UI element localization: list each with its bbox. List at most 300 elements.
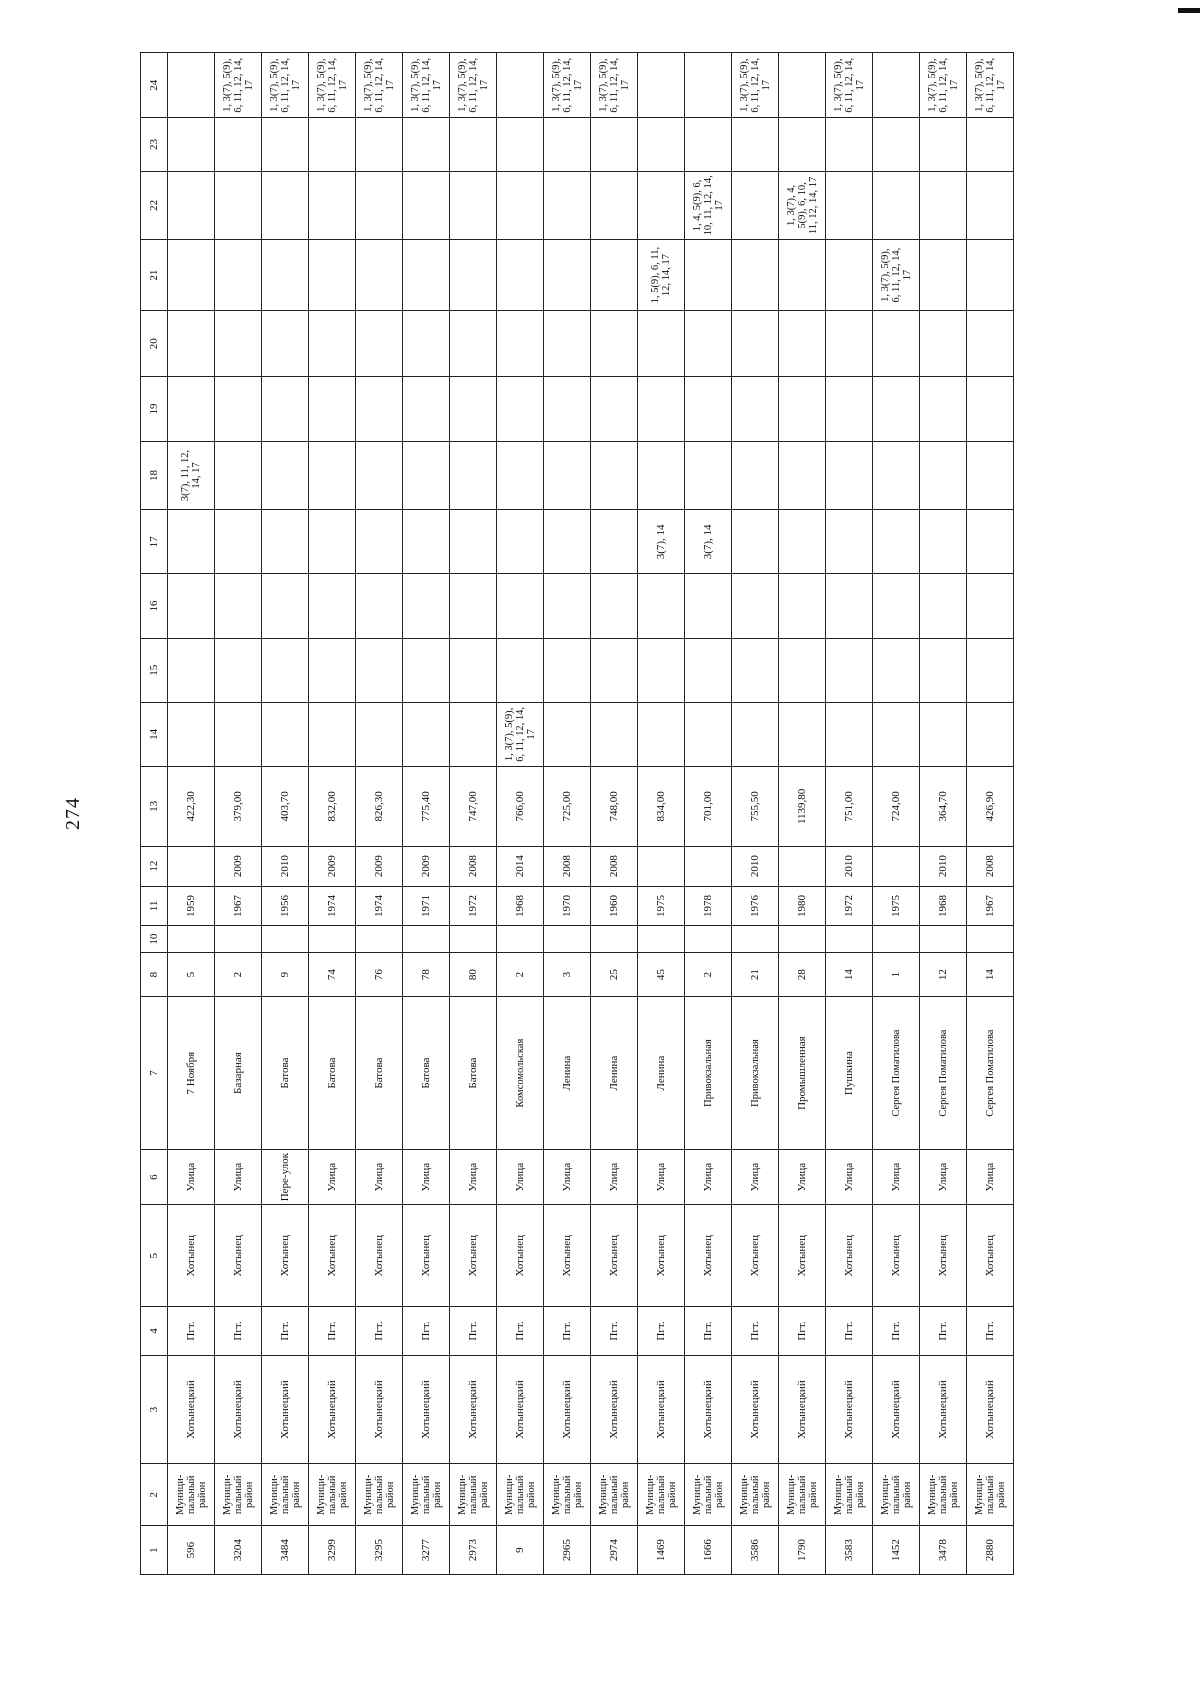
table-cell [215, 171, 262, 240]
table-cell: 1975 [638, 886, 685, 926]
table-cell [544, 510, 591, 574]
table-cell [732, 240, 779, 311]
table-cell: 2 [497, 952, 544, 996]
table-cell: 596 [168, 1526, 215, 1575]
table-cell [450, 702, 497, 766]
table-cell [591, 171, 638, 240]
table-cell [873, 702, 920, 766]
table-cell: Пгт. [967, 1307, 1014, 1356]
table-cell [497, 311, 544, 377]
table-cell [873, 846, 920, 886]
table-cell: Батова [309, 997, 356, 1150]
table-cell [497, 53, 544, 118]
table-cell: 2965 [544, 1526, 591, 1575]
table-cell: 724,00 [873, 767, 920, 847]
column-header: 8 [141, 952, 168, 996]
table-row [497, 53, 544, 1575]
table-cell [920, 510, 967, 574]
column-header: 13 [141, 767, 168, 847]
table-cell [920, 926, 967, 953]
table-cell [779, 311, 826, 377]
table-cell: 422,30 [168, 767, 215, 847]
table-cell: Пгт. [591, 1307, 638, 1356]
table-cell [967, 377, 1014, 441]
table-cell [450, 171, 497, 240]
table-cell [826, 377, 873, 441]
table-cell: Сергея Поматилова [873, 997, 920, 1150]
table-cell [215, 240, 262, 311]
table-cell: 2010 [732, 846, 779, 886]
table-cell: Хотынецкий [403, 1355, 450, 1463]
table-cell [873, 377, 920, 441]
table-row [544, 53, 591, 1575]
table-cell [779, 926, 826, 953]
table-cell [262, 311, 309, 377]
table-cell: 2 [215, 952, 262, 996]
table-cell [497, 118, 544, 171]
table-row [685, 53, 732, 1575]
page-number: 274 [62, 797, 84, 830]
table-cell [215, 702, 262, 766]
table-cell: 2880 [967, 1526, 1014, 1575]
table-cell [920, 574, 967, 638]
table-cell [215, 574, 262, 638]
table-cell: 28 [779, 952, 826, 996]
table-cell: Батова [403, 997, 450, 1150]
table-cell: Промышленная [779, 997, 826, 1150]
table-cell: 426,90 [967, 767, 1014, 847]
table-cell: Улица [638, 1149, 685, 1204]
table-cell [356, 510, 403, 574]
table-cell: 834,00 [638, 767, 685, 847]
table-cell [826, 574, 873, 638]
table-cell: Хотынецкий [262, 1355, 309, 1463]
table-cell: 45 [638, 952, 685, 996]
table-cell: 1, 3(7), 5(9), 6, 11, 12, 14, 17 [732, 53, 779, 118]
table-cell [544, 240, 591, 311]
table-row [168, 53, 215, 1575]
table-cell: Батова [356, 997, 403, 1150]
table-cell: 1, 3(7), 5(9), 6, 11, 12, 14, 17 [450, 53, 497, 118]
table-cell: Ленина [591, 997, 638, 1150]
table-cell: 3277 [403, 1526, 450, 1575]
column-header: 6 [141, 1149, 168, 1204]
table-cell [168, 171, 215, 240]
table-cell [309, 574, 356, 638]
table-cell [638, 702, 685, 766]
table-cell: 1, 3(7), 5(9), 6, 11, 12, 14, 17 [309, 53, 356, 118]
housing-register-table [140, 52, 1014, 1575]
table-cell: Муници-пальный район [638, 1464, 685, 1526]
table-cell: 3(7), 14 [685, 510, 732, 574]
table-cell [262, 574, 309, 638]
table-cell: Хотынецкий [450, 1355, 497, 1463]
table-cell [638, 377, 685, 441]
table-row [873, 53, 920, 1575]
table-cell: Хотынец [967, 1205, 1014, 1307]
table-cell [497, 240, 544, 311]
table-cell [779, 240, 826, 311]
table-cell: 2009 [309, 846, 356, 886]
table-cell [920, 240, 967, 311]
table-cell: Улица [215, 1149, 262, 1204]
table-cell [732, 510, 779, 574]
table-cell [450, 510, 497, 574]
table-cell [403, 240, 450, 311]
table-cell: 14 [967, 952, 1014, 996]
table-cell: 1, 3(7), 5(9), 6, 11, 12, 14, 17 [544, 53, 591, 118]
table-cell [779, 702, 826, 766]
table-cell: 748,00 [591, 767, 638, 847]
table-cell: 80 [450, 952, 497, 996]
table-cell [920, 311, 967, 377]
table-cell [403, 377, 450, 441]
table-cell: 1972 [826, 886, 873, 926]
table-cell: Улица [873, 1149, 920, 1204]
table-cell: 1452 [873, 1526, 920, 1575]
table-cell [967, 118, 1014, 171]
column-header: 1 [141, 1526, 168, 1575]
table-cell: Хотынецкий [920, 1355, 967, 1463]
table-cell: 725,00 [544, 767, 591, 847]
table-cell [168, 240, 215, 311]
table-cell: Улица [826, 1149, 873, 1204]
table-cell: Пгт. [826, 1307, 873, 1356]
column-header: 17 [141, 510, 168, 574]
column-header: 10 [141, 926, 168, 953]
table-cell [309, 311, 356, 377]
table-cell [262, 441, 309, 510]
table-cell [356, 240, 403, 311]
table-cell: 701,00 [685, 767, 732, 847]
table-cell [403, 118, 450, 171]
table-cell: 826,30 [356, 767, 403, 847]
table-cell: 1956 [262, 886, 309, 926]
table-cell [732, 702, 779, 766]
table-cell: 1790 [779, 1526, 826, 1575]
table-cell [826, 311, 873, 377]
table-cell [591, 311, 638, 377]
table-cell [356, 926, 403, 953]
table-row [403, 53, 450, 1575]
table-cell [168, 510, 215, 574]
table-cell [168, 311, 215, 377]
table-cell: 1975 [873, 886, 920, 926]
table-cell [779, 118, 826, 171]
table-cell [497, 377, 544, 441]
table-cell: Улица [732, 1149, 779, 1204]
table-cell: 1978 [685, 886, 732, 926]
table-cell: Хотынец [873, 1205, 920, 1307]
table-cell [450, 638, 497, 702]
table-cell: 9 [262, 952, 309, 996]
table-cell [779, 574, 826, 638]
table-cell [873, 53, 920, 118]
table-cell: Хотынец [309, 1205, 356, 1307]
table-cell [450, 311, 497, 377]
table-cell: 3583 [826, 1526, 873, 1575]
table-cell [403, 926, 450, 953]
table-cell: 5 [168, 952, 215, 996]
table-cell [544, 574, 591, 638]
table-cell: 76 [356, 952, 403, 996]
table-cell: Хотынец [403, 1205, 450, 1307]
table-cell [450, 377, 497, 441]
table-cell [638, 171, 685, 240]
table-cell: 1, 3(7), 5(9), 6, 11, 12, 14, 17 [356, 53, 403, 118]
table-cell: Улица [544, 1149, 591, 1204]
table-cell: 3478 [920, 1526, 967, 1575]
table-cell: Хотынец [826, 1205, 873, 1307]
table-cell [638, 574, 685, 638]
table-cell: 1960 [591, 886, 638, 926]
table-cell [497, 926, 544, 953]
table-cell: Привокзальная [685, 997, 732, 1150]
table-cell [215, 638, 262, 702]
table-cell [309, 118, 356, 171]
table-cell: Хотынецкий [309, 1355, 356, 1463]
table-cell: Хотынецкий [732, 1355, 779, 1463]
table-cell: Хотынецкий [638, 1355, 685, 1463]
table-cell: Хотынецкий [826, 1355, 873, 1463]
table-cell: 775,40 [403, 767, 450, 847]
table-cell: Хотынец [450, 1205, 497, 1307]
table-cell [920, 702, 967, 766]
table-cell [685, 118, 732, 171]
table-cell: Хотынец [544, 1205, 591, 1307]
table-cell [638, 846, 685, 886]
table-cell [309, 441, 356, 510]
table-cell: Пгт. [356, 1307, 403, 1356]
table-cell [215, 377, 262, 441]
table-cell [685, 574, 732, 638]
table-cell [544, 702, 591, 766]
table-cell: 2008 [591, 846, 638, 886]
table-cell [309, 702, 356, 766]
table-cell [168, 638, 215, 702]
table-cell [591, 638, 638, 702]
table-cell: 3299 [309, 1526, 356, 1575]
table-cell [215, 311, 262, 377]
table-cell [356, 311, 403, 377]
table-cell [356, 118, 403, 171]
column-header: 11 [141, 886, 168, 926]
table-cell [873, 638, 920, 702]
table-cell: 751,00 [826, 767, 873, 847]
table-cell [262, 926, 309, 953]
table-cell: 2009 [403, 846, 450, 886]
table-cell: Хотынец [356, 1205, 403, 1307]
table-cell [168, 846, 215, 886]
table-cell [262, 118, 309, 171]
table-cell [732, 311, 779, 377]
table-row [826, 53, 873, 1575]
table-cell [920, 377, 967, 441]
table-cell [544, 118, 591, 171]
table-cell: 3484 [262, 1526, 309, 1575]
table-cell: 1974 [309, 886, 356, 926]
table-cell: Пгт. [309, 1307, 356, 1356]
column-header: 5 [141, 1205, 168, 1307]
column-header: 23 [141, 118, 168, 171]
table-cell [685, 926, 732, 953]
table-cell: Муници-пальный район [732, 1464, 779, 1526]
table-row [779, 53, 826, 1575]
table-cell: Муници-пальный район [262, 1464, 309, 1526]
table-cell [403, 574, 450, 638]
table-cell: 403,70 [262, 767, 309, 847]
table-cell: 12 [920, 952, 967, 996]
table-cell [967, 926, 1014, 953]
table-cell: 1, 3(7), 5(9), 6, 11, 12, 14, 17 [920, 53, 967, 118]
table-cell [309, 240, 356, 311]
table-cell: Хотынец [779, 1205, 826, 1307]
table-cell: Муници-пальный район [873, 1464, 920, 1526]
table-cell: Сергея Поматилова [967, 997, 1014, 1150]
table-cell: Муници-пальный район [309, 1464, 356, 1526]
table-cell [403, 171, 450, 240]
table-cell: Привокзальная [732, 997, 779, 1150]
table-cell: Муници-пальный район [450, 1464, 497, 1526]
table-cell: 3295 [356, 1526, 403, 1575]
table-cell [262, 702, 309, 766]
table-cell [638, 311, 685, 377]
table-cell [873, 510, 920, 574]
table-cell: 832,00 [309, 767, 356, 847]
table-cell [403, 510, 450, 574]
table-cell [403, 702, 450, 766]
table-cell: 3(7), 11, 12, 14, 17 [168, 441, 215, 510]
column-header: 14 [141, 702, 168, 766]
table-cell [685, 240, 732, 311]
table-cell: 1, 3(7), 5(9), 6, 11, 12, 14, 17 [873, 240, 920, 311]
table-cell [826, 171, 873, 240]
table-cell [168, 118, 215, 171]
table-cell: Муници-пальный район [497, 1464, 544, 1526]
table-cell [544, 377, 591, 441]
table-cell: 1967 [215, 886, 262, 926]
table-cell: 2009 [215, 846, 262, 886]
table-cell: Базарная [215, 997, 262, 1150]
table-cell: 364,70 [920, 767, 967, 847]
table-cell: Пгт. [544, 1307, 591, 1356]
table-cell [591, 441, 638, 510]
table-cell: Муници-пальный район [920, 1464, 967, 1526]
table-cell [168, 53, 215, 118]
table-cell [309, 510, 356, 574]
table-cell [450, 926, 497, 953]
table-cell [309, 171, 356, 240]
table-cell [732, 574, 779, 638]
table-cell [591, 574, 638, 638]
table-cell: 747,00 [450, 767, 497, 847]
table-cell [826, 510, 873, 574]
table-cell: 1, 3(7), 5(9), 6, 11, 12, 14, 17 [215, 53, 262, 118]
table-cell: Улица [309, 1149, 356, 1204]
table-cell [685, 311, 732, 377]
table-cell [168, 377, 215, 441]
table-cell [356, 441, 403, 510]
table-cell: Муници-пальный район [826, 1464, 873, 1526]
table-cell: Пгт. [262, 1307, 309, 1356]
table-cell [732, 441, 779, 510]
table-cell [732, 171, 779, 240]
table-cell: Пгт. [215, 1307, 262, 1356]
table-cell: Хотынец [732, 1205, 779, 1307]
table-cell [685, 638, 732, 702]
table-row [591, 53, 638, 1575]
table-cell: Хотынецкий [168, 1355, 215, 1463]
table-row [732, 53, 779, 1575]
table-cell: 1974 [356, 886, 403, 926]
table-cell [920, 638, 967, 702]
table-cell [403, 441, 450, 510]
table-cell: 1970 [544, 886, 591, 926]
table-row [262, 53, 309, 1575]
table-cell: Хотынецкий [215, 1355, 262, 1463]
column-header: 19 [141, 377, 168, 441]
table-cell: 1, 3(7), 5(9), 6, 11, 12, 14, 17 [826, 53, 873, 118]
table-cell [826, 702, 873, 766]
table-cell: 2009 [356, 846, 403, 886]
table-row [967, 53, 1014, 1575]
table-cell [779, 53, 826, 118]
column-header: 15 [141, 638, 168, 702]
table-cell [873, 118, 920, 171]
table-cell: 2010 [262, 846, 309, 886]
table-cell: Батова [262, 997, 309, 1150]
table-cell: Пгт. [168, 1307, 215, 1356]
table-cell: Хотынец [591, 1205, 638, 1307]
table-cell: Хотынецкий [967, 1355, 1014, 1463]
table-cell [638, 53, 685, 118]
table-cell: Комсомольская [497, 997, 544, 1150]
table-cell [497, 171, 544, 240]
table-cell [685, 702, 732, 766]
table-cell [967, 574, 1014, 638]
table-cell: Хотынецкий [591, 1355, 638, 1463]
table-cell [262, 510, 309, 574]
table-cell: Муници-пальный район [544, 1464, 591, 1526]
table-cell [591, 702, 638, 766]
table-cell: 1972 [450, 886, 497, 926]
table-cell: Ленина [638, 997, 685, 1150]
table-cell [873, 926, 920, 953]
table-cell: 1959 [168, 886, 215, 926]
table-cell: 2010 [920, 846, 967, 886]
table-cell: Хотынец [168, 1205, 215, 1307]
table-cell: 25 [591, 952, 638, 996]
table-row [920, 53, 967, 1575]
table-cell: Муници-пальный район [779, 1464, 826, 1526]
table-cell [450, 240, 497, 311]
column-header: 3 [141, 1355, 168, 1463]
table-cell: Пере-улок [262, 1149, 309, 1204]
table-cell: Улица [450, 1149, 497, 1204]
table-cell [544, 171, 591, 240]
table-cell: 1 [873, 952, 920, 996]
table-cell [967, 702, 1014, 766]
table-cell: 3204 [215, 1526, 262, 1575]
table-cell [403, 311, 450, 377]
table-cell [638, 118, 685, 171]
table-cell: Муници-пальный район [591, 1464, 638, 1526]
table-cell [262, 171, 309, 240]
table-cell [732, 377, 779, 441]
table-cell [967, 441, 1014, 510]
table-cell [826, 926, 873, 953]
table-cell: Пгт. [638, 1307, 685, 1356]
